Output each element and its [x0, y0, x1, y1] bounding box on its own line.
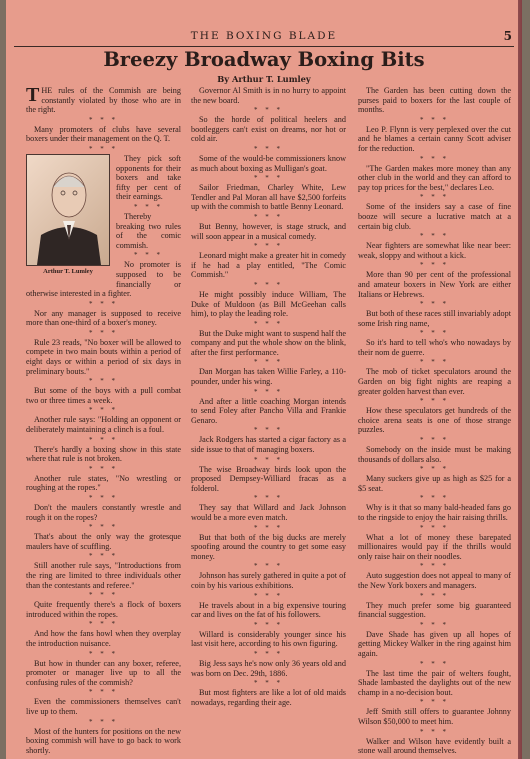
paragraph: Governor Al Smith is in no hurry to appoint the new board.: [191, 86, 346, 105]
article-column-1: [26, 86, 181, 756]
paragraph: They much prefer some big guaranteed financial suggestion.: [358, 600, 511, 620]
paragraph: Leonard might make a greater hit in comedy if he had a play entitled, "The Comic Commish.": [191, 251, 346, 280]
paragraph: The mob of ticket speculators around the Garden on big fight nights are reaping a greater golden harvest than ever.: [358, 367, 511, 396]
paragraph: Somebody on the inside must be making thousands of dollars also.: [358, 445, 511, 464]
drop-cap: T: [26, 84, 40, 106]
separator-stars: * * *: [254, 591, 283, 600]
paragraph: Most of the hunters for positions on the new boxing commish will have to go back to work shortly.: [26, 726, 181, 755]
paragraph: They say that Willard and Jack Johnson would be a more even match.: [191, 503, 346, 522]
separator-stars: * * *: [420, 523, 449, 532]
paragraph: Many suckers give up as high as $25 for a $5 seat.: [358, 474, 511, 493]
paragraph: Auto suggestion does not appeal to many of the New York boxers and managers.: [358, 571, 511, 590]
separator-stars: * * *: [420, 465, 449, 474]
separator-stars: * * *: [89, 552, 118, 561]
paragraph: But both of these races still invariably adopt some Irish ring name,: [358, 309, 511, 328]
separator-stars: * * *: [89, 494, 118, 502]
separator-stars: * * *: [420, 727, 449, 736]
separator-stars: * * *: [89, 328, 118, 337]
photo-caption: Arthur T. Lumley: [43, 267, 93, 275]
paragraph: Another rule states, "No wrestling or roughing at the ropes.": [26, 473, 181, 493]
paragraph: Willard is considerably younger since his last visit here, according to his own figuring.: [191, 629, 346, 649]
paragraph: Dave Shade has given up all hopes of getting Mickey Walker in the ring against him again.: [358, 629, 511, 658]
paragraph: Many promoters of clubs have several boxers under their management on the Q. T.: [26, 124, 181, 144]
paragraph: But how in thunder can any boxer, referee, promoter or manager live up to all the confusing rules of the commish?: [26, 658, 181, 687]
separator-stars: * * *: [89, 649, 118, 658]
separator-stars: * * *: [254, 212, 283, 221]
portrait-image: [26, 154, 110, 266]
paragraph: Some of the would-be commissioners know as much about boxing as Mulligan's goat.: [191, 153, 346, 173]
separator-stars: * * *: [420, 591, 449, 600]
separator-stars: * * *: [254, 426, 283, 435]
paragraph: Big Jess says he's now only 36 years old and was born on Dec. 29th, 1886.: [191, 658, 346, 678]
paragraph: But some of the boys with a pull combat two or three times a week.: [26, 386, 181, 405]
paragraph: And how the fans howl when they overplay the introduction nuisance.: [26, 629, 181, 648]
separator-stars: * * *: [89, 377, 118, 386]
paragraph: Johnson has surely gathered in quite a pot of coin by his various exhibitions.: [191, 571, 346, 590]
paragraph: But most fighters are like a lot of old maids nowadays, regarding their age.: [191, 688, 346, 707]
separator-stars: * * *: [89, 464, 118, 473]
separator-stars: * * *: [420, 261, 449, 270]
paragraph: Thereby breaking two rules of the comic commish.: [116, 211, 181, 250]
paragraph: And after a little coaching Morgan intends to send Foley after Pancho Villa and Frankie Genaro.: [191, 396, 346, 425]
paragraph: Dan Morgan has taken Willie Farley, a 110-pounder, under his wing.: [191, 367, 346, 387]
separator-stars: * * *: [254, 174, 283, 183]
separator-stars: * * *: [254, 562, 283, 571]
paragraph: So it's hard to tell who's who nowadays by their nom de guerre.: [358, 338, 511, 357]
separator-stars: * * *: [89, 406, 118, 415]
paragraph: Some of the insiders say a case of fine booze will secure a lucrative match at a certain big club.: [358, 202, 511, 231]
paragraph: Quite frequently there's a flock of boxers introduced within the ropes.: [26, 600, 181, 619]
paragraph: There's hardly a boxing show in this state where that rule is not broken.: [26, 444, 181, 464]
paragraph: He travels about in a big expensive touring car and lives on the fat of his followers.: [191, 600, 346, 620]
separator-stars: * * *: [254, 280, 283, 289]
magazine-page: [6, 0, 522, 759]
separator-stars: * * *: [254, 106, 283, 115]
separator-stars: * * *: [420, 358, 449, 367]
separator-stars: * * *: [89, 115, 118, 124]
paragraph: Jeff Smith still offers to guarantee Johnny Wilson $50,000 to meet him.: [358, 707, 511, 726]
separator-stars: * * *: [420, 329, 449, 338]
paragraph: Jack Rodgers has started a cigar factory as a side issue to that of managing boxers.: [191, 435, 346, 455]
paragraph: Even the commissioners themselves can't live up to them.: [26, 697, 181, 716]
article-column-2: [191, 86, 346, 708]
separator-stars: * * *: [134, 202, 163, 211]
separator-stars: * * *: [254, 523, 283, 532]
paragraph: Near fighters are somewhat like near beer: weak, sloppy and without a kick.: [358, 241, 511, 260]
separator-stars: * * *: [89, 523, 118, 532]
separator-stars: * * *: [420, 397, 449, 406]
separator-stars: * * *: [420, 562, 449, 571]
separator-stars: * * *: [89, 717, 118, 726]
separator-stars: * * *: [420, 698, 449, 707]
separator-stars: * * *: [134, 251, 163, 260]
separator-stars: * * *: [254, 144, 283, 153]
paragraph: They pick soft opponents for their boxers and take fifty per cent of their earnings.: [116, 153, 181, 202]
paragraph: What a lot of money these barepated millionaires would pay if the thrills would only raise hair on their noodles.: [358, 532, 511, 561]
author-photo: [26, 154, 110, 278]
paragraph: That's about the only way the grotesque maulers have of scuffling.: [26, 532, 181, 551]
paragraph: "The Garden makes more money than any other club in the world and they can afford to pay top prices for the best," declares Leo.: [358, 163, 511, 192]
separator-stars: * * *: [254, 319, 283, 328]
paragraph: Another rule says: "Holding an opponent or deliberately maintaining a clinch is a foul.: [26, 415, 181, 435]
separator-stars: * * *: [89, 620, 118, 629]
separator-stars: * * *: [420, 300, 449, 309]
book-binding: [518, 0, 522, 759]
article-title: Breezy Broadway Boxing Bits: [103, 48, 425, 71]
separator-stars: * * *: [420, 115, 449, 124]
separator-stars: * * *: [254, 649, 283, 658]
separator-stars: * * *: [420, 620, 449, 629]
paragraph: Walker and Wilson have evidently built a stone wall around themselves.: [358, 736, 511, 756]
paragraph: THE rules of the Commish are being constantly violated by those who are in the right.: [26, 84, 181, 115]
article-column-3: [358, 86, 511, 757]
separator-stars: * * *: [89, 688, 118, 697]
article-byline: By Arthur T. Lumley: [217, 74, 311, 84]
separator-stars: * * *: [420, 494, 449, 503]
paragraph: The Garden has been cutting down the purses paid to boxers for the last couple of months.: [358, 86, 511, 115]
paragraph: More than 90 per cent of the professional and amateur boxers in New York are either Italians or Hebrews.: [358, 270, 511, 299]
paragraph: He might possibly induce William, The Duke of Muldoon (as Bill McGeehan calls him), to play the leading role.: [191, 289, 346, 319]
separator-stars: * * *: [254, 679, 283, 688]
separator-stars: * * *: [89, 144, 118, 153]
paragraph: Still another rule says, "Introductions from the ring are limited to three individuals other than the contestants and referee.": [26, 561, 181, 590]
separator-stars: * * *: [254, 358, 283, 367]
separator-stars: * * *: [254, 387, 283, 396]
paragraph: Don't the maulers constantly wrestle and rough it on the ropes?: [26, 503, 181, 522]
separator-stars: * * *: [420, 193, 449, 202]
separator-stars: * * *: [254, 455, 283, 464]
separator-stars: * * *: [254, 620, 283, 629]
paragraph: No promoter is supposed to be financially or otherwise interested in a fighter.: [26, 260, 181, 299]
paragraph: Leo P. Flynn is very perplexed over the cut and he blames a certain canny Scott adviser for the reduction.: [358, 124, 511, 153]
separator-stars: * * *: [89, 435, 118, 444]
separator-stars: * * *: [420, 436, 449, 445]
separator-stars: * * *: [254, 494, 283, 503]
paragraph: But that both of the big ducks are merely spoofing around the country to get some easy money.: [191, 532, 346, 561]
paragraph: Rule 23 reads, "No boxer will be allowed to compete in two main bouts within a period of eight days or within a period of six days in preliminary bouts.": [26, 337, 181, 376]
separator-stars: * * *: [89, 591, 118, 600]
paragraph: How these speculators get hundreds of the choice arena seats is one of those strange puzzles.: [358, 406, 511, 435]
separator-stars: * * *: [254, 242, 283, 251]
separator-stars: * * *: [89, 299, 118, 308]
paragraph: So the horde of political heelers and bootleggers can't exist on dreams, nor hot or cold air.: [191, 115, 346, 144]
paragraph: Nor any manager is supposed to receive more than one-third of a boxer's money.: [26, 308, 181, 328]
magazine-name: THE BOXING BLADE: [190, 30, 338, 42]
paragraph: But Benny, however, is stage struck, and will soon appear in a musical comedy.: [191, 221, 346, 241]
page-header: [14, 30, 514, 47]
paragraph: Sailor Friedman, Charley White, Lew Tendler and Pal Moran all have $2,500 forfeits up with the commish to battle Benny Leonard.: [191, 183, 346, 212]
separator-stars: * * *: [420, 659, 449, 668]
separator-stars: * * *: [420, 232, 449, 241]
paragraph: The wise Broadway birds look upon the proposed Dempsey-Williard fracas as a folderol.: [191, 464, 346, 493]
page-number: 5: [503, 29, 512, 43]
separator-stars: * * *: [420, 154, 449, 163]
paragraph: The last time the pair of welters fought, Shade lambasted the daylights out of the new champ in a no-decision bout.: [358, 668, 511, 697]
paragraph: But the Duke might want to suspend half the company and put the whole show on the blink, after the first performance.: [191, 328, 346, 357]
paragraph: Why is it that so many bald-headed fans go to the ringside to enjoy the hair raising thrills.: [358, 503, 511, 522]
